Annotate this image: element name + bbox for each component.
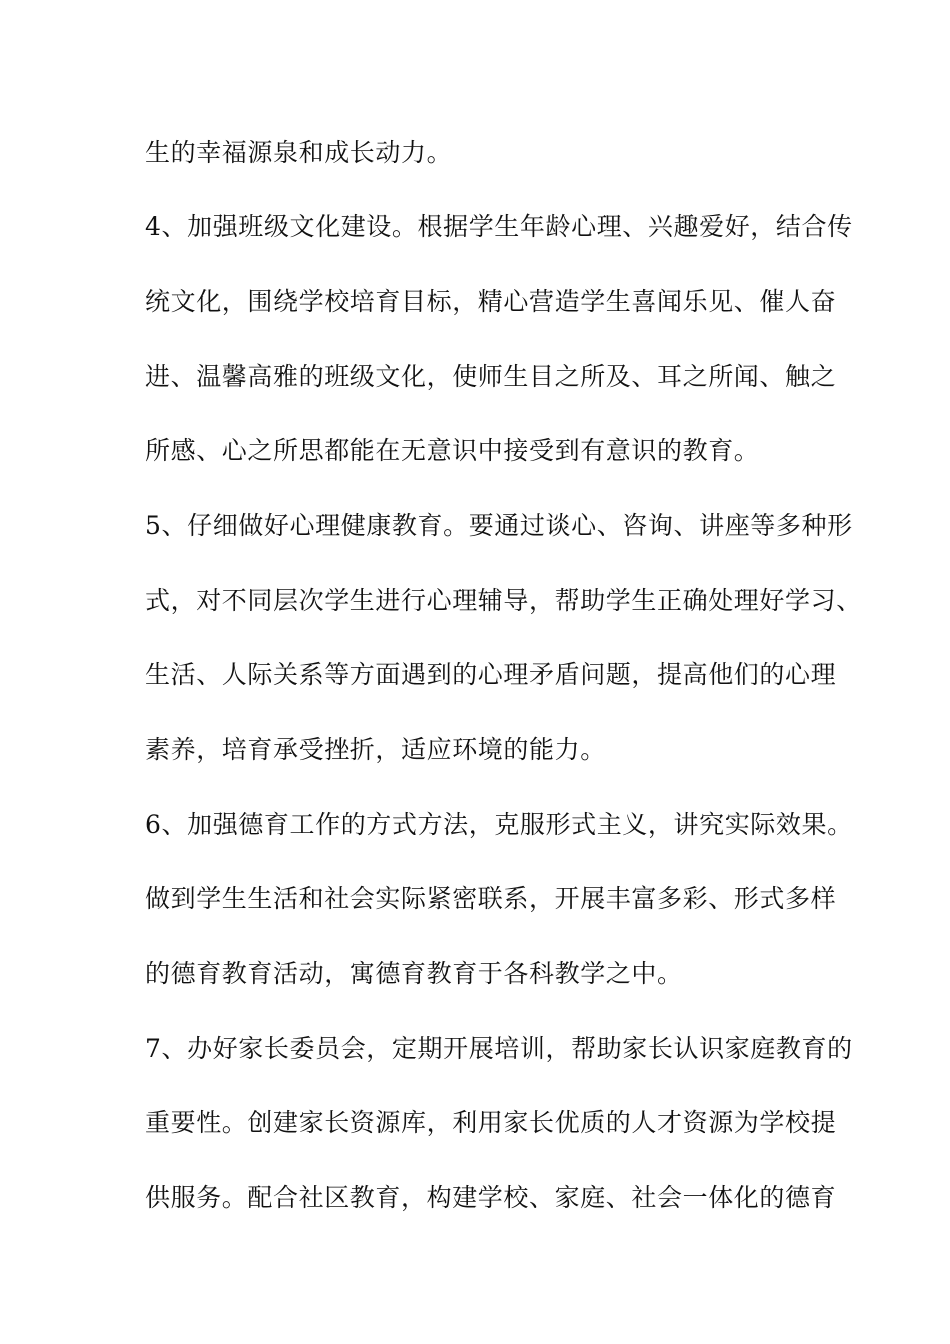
text-line: 进、温馨高雅的班级文化，使师生目之所及、耳之所闻、触之 [145,362,837,391]
item-4-heading-line: 4、加强班级文化建设。根据学生年龄心理、兴趣爱好，结合传 [145,212,853,241]
text-line: 统文化，围绕学校培育目标，精心营造学生喜闻乐见、催人奋 [145,287,837,316]
text-line: 做到学生生活和社会实际紧密联系，开展丰富多彩、形式多样 [145,884,837,913]
text-line: 重要性。创建家长资源库，利用家长优质的人才资源为学校提 [145,1108,837,1137]
text-line: 式，对不同层次学生进行心理辅导，帮助学生正确处理好学习、 [145,586,862,615]
text-line: 供服务。配合社区教育，构建学校、家庭、社会一体化的德育 [145,1183,837,1212]
text-line: 所感、心之所思都能在无意识中接受到有意识的教育。 [145,436,760,465]
item-6-heading-line: 6、加强德育工作的方式方法，克服形式主义，讲究实际效果。 [145,810,853,839]
item-5-heading-line: 5、仔细做好心理健康教育。要通过谈心、咨询、讲座等多种形 [145,511,853,540]
text-line: 的德育教育活动，寓德育教育于各科教学之中。 [145,959,683,988]
text-line: 生活、人际关系等方面遇到的心理矛盾问题，提高他们的心理 [145,660,837,689]
text-line: 生的幸福源泉和成长动力。 [145,138,453,167]
item-7-heading-line: 7、办好家长委员会，定期开展培训，帮助家长认识家庭教育的 [145,1034,853,1063]
text-line: 素养，培育承受挫折，适应环境的能力。 [145,735,606,764]
